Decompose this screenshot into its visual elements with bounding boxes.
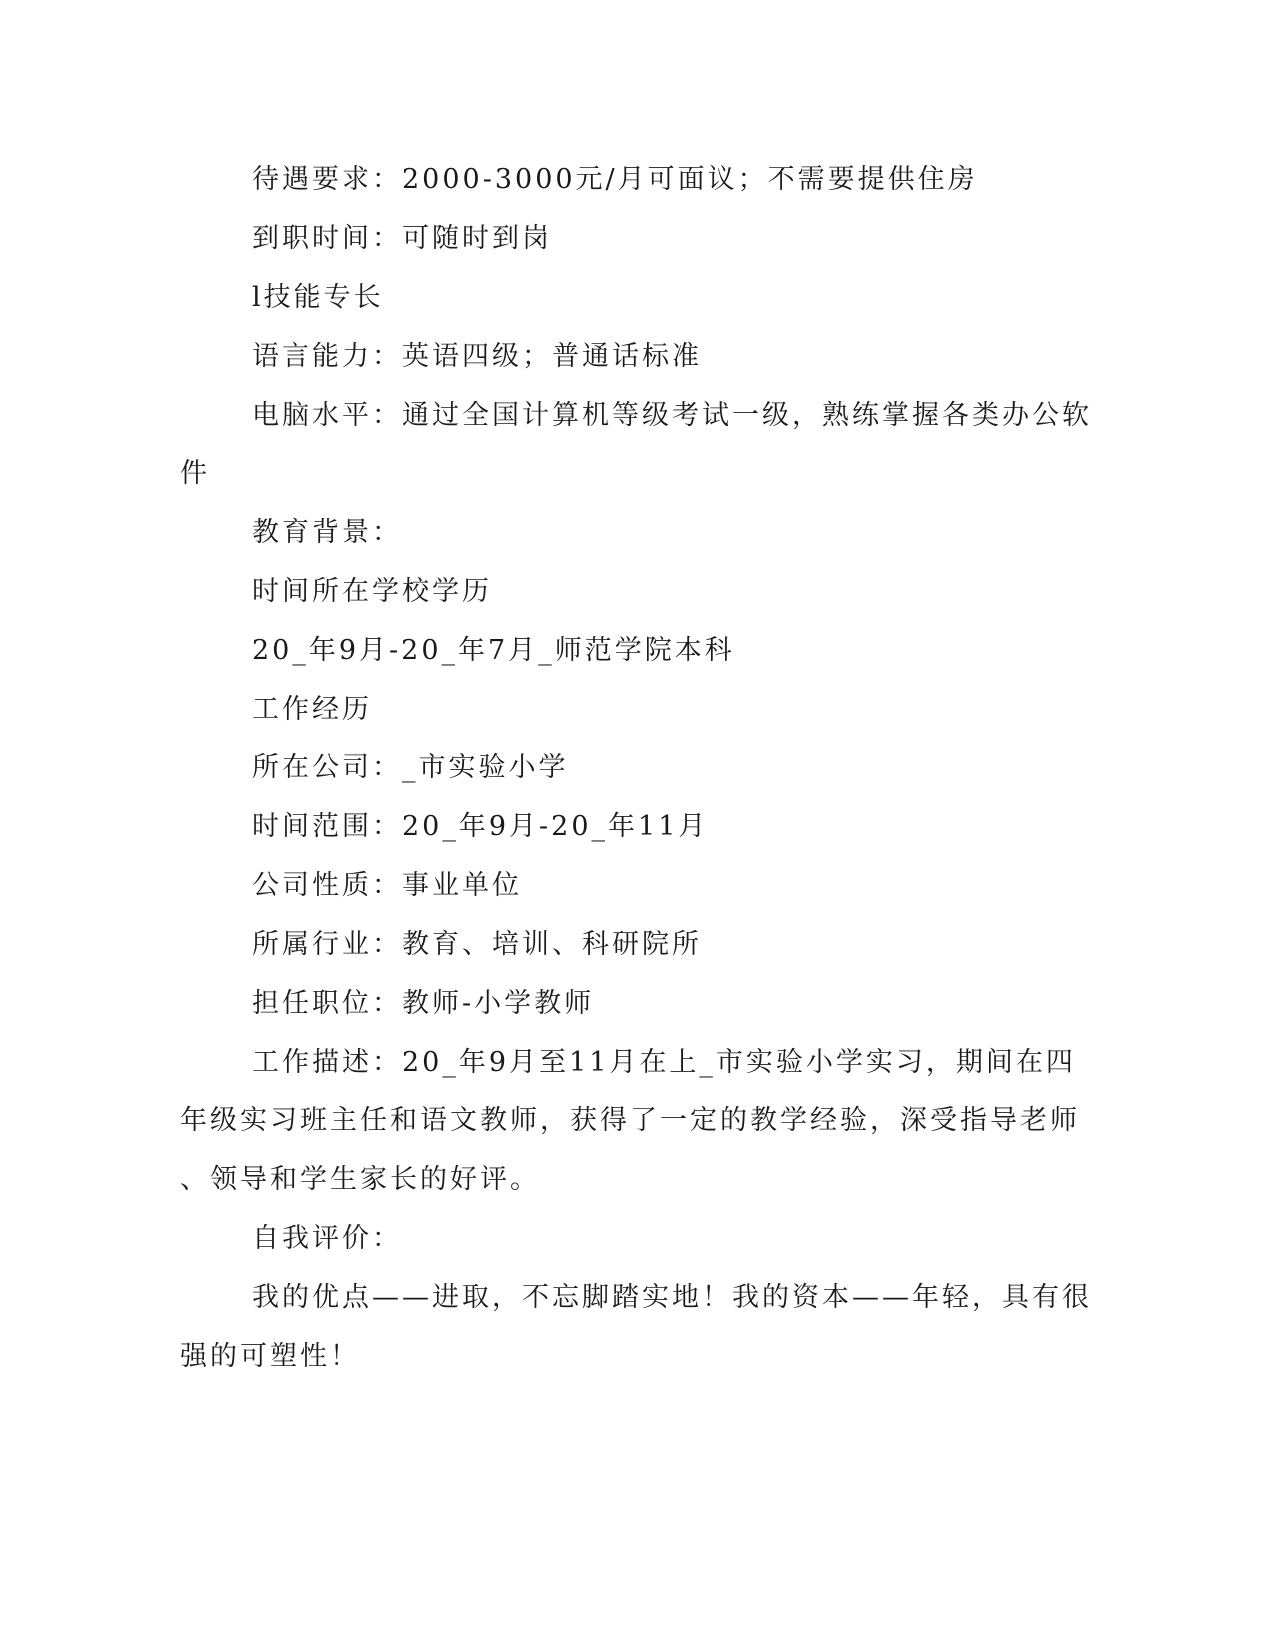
education-entry-line: 20_年9月-20_年7月_师范学院本科	[252, 635, 735, 666]
work-description-line-1: 工作描述：20_年9月至11月在上_市实验小学实习，期间在四	[252, 1047, 1076, 1078]
company-line: 所在公司：_市实验小学	[252, 752, 569, 783]
self-evaluation-line-2: 强的可塑性！	[180, 1341, 360, 1372]
work-description-line-3: 、领导和学生家长的好评。	[180, 1164, 540, 1195]
education-heading: 教育背景：	[252, 517, 402, 548]
work-description-line-2: 年级实习班主任和语文教师，获得了一定的教学经验，深受指导老师	[180, 1105, 1080, 1136]
start-date-line: 到职时间：可随时到岗	[252, 223, 552, 254]
position-line: 担任职位：教师-小学教师	[252, 988, 595, 1019]
computer-level-line: 电脑水平：通过全国计算机等级考试一级，熟练掌握各类办公软	[252, 400, 1092, 431]
work-experience-heading: 工作经历	[252, 694, 372, 725]
time-range-line: 时间范围：20_年9月-20_年11月	[252, 811, 709, 842]
skills-heading: l技能专长	[252, 282, 384, 313]
self-evaluation-heading: 自我评价：	[252, 1223, 402, 1254]
education-columns-line: 时间所在学校学历	[252, 576, 492, 607]
language-ability-line: 语言能力：英语四级；普通话标准	[252, 341, 702, 372]
industry-line: 所属行业：教育、培训、科研院所	[252, 929, 702, 960]
computer-level-line-continued: 件	[180, 458, 210, 489]
salary-requirement-line: 待遇要求：2000-3000元/月可面议；不需要提供住房	[252, 164, 978, 195]
company-type-line: 公司性质：事业单位	[252, 870, 522, 901]
self-evaluation-line-1: 我的优点——进取，不忘脚踏实地！我的资本——年轻，具有很	[252, 1282, 1092, 1313]
